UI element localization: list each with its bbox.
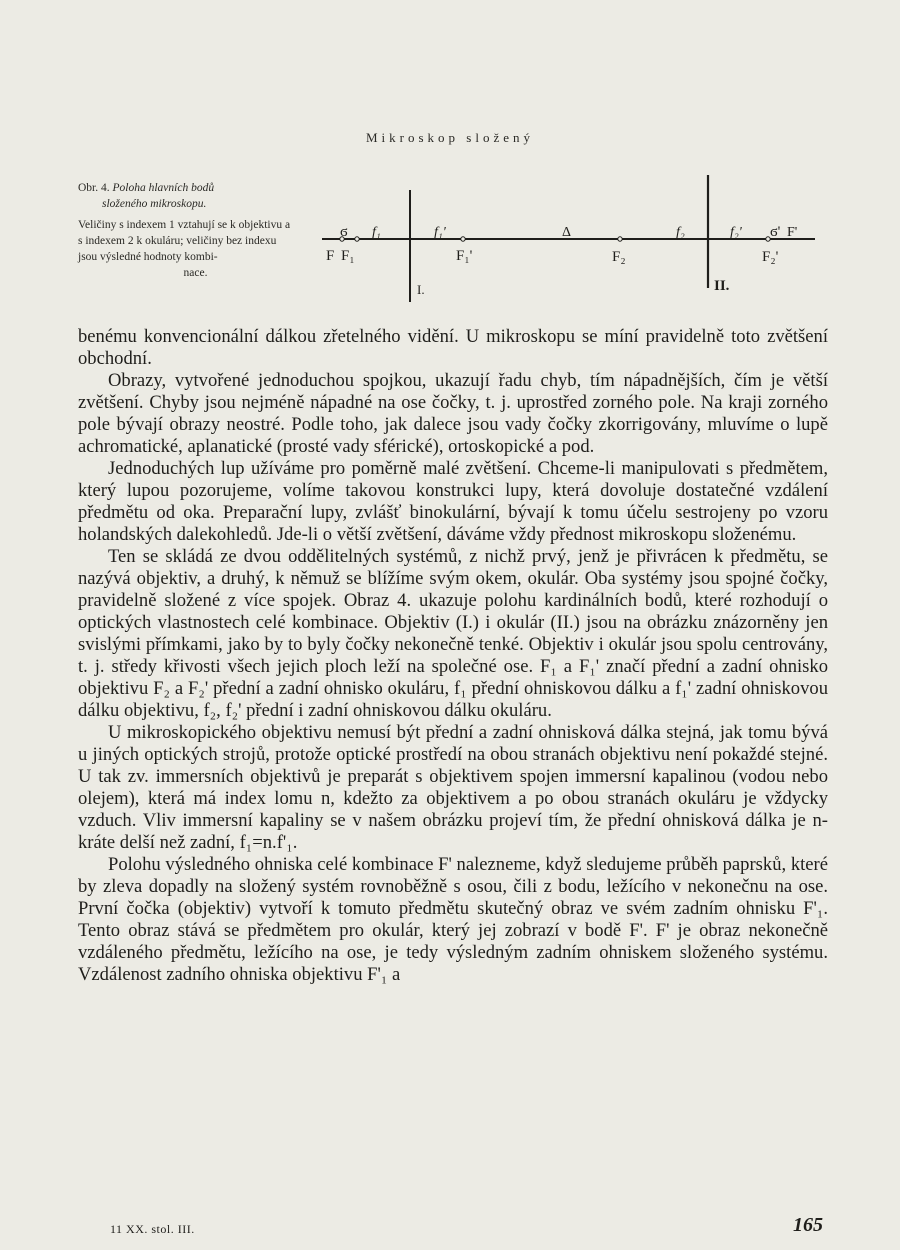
optical-diagram bbox=[310, 170, 830, 320]
label-F: F bbox=[326, 248, 335, 264]
paragraph-3: Ten se skládá ze dvou oddělitelných systémů, z nichž prvý, jenž je přivrácen k předmětu, se nazývá objektiv, a druhý, k němuž se blížíme svým okem, okulár. Oba systémy jsou spojné čočky, pravidelně složené z více spojek. Obraz 4. ukazuje polohu kardinálních bodů, které rozhodují o optických vlastnostech celé kombinace. Objektiv (I.) i okulár (II.) jsou na obrázku znázorněny jen svislými přímkami, jako by to byly čočky nekonečně tenké. Objektiv i okulár jsou spolu centrovány, t. j. středy křivosti všech jejich ploch leží na společné ose. F₁ a F₁' značí přední a zadní ohnisko objektivu F₂ a F₂' přední a zadní ohnisko okuláru, f₁ přední ohniskovou dálku a f₁' zadní ohniskovou dálku objektivu, f₂, f₂' přední i zadní ohniskovou dálku okuláru. bbox=[78, 546, 828, 721]
label-lens-I: I. bbox=[417, 282, 425, 297]
label-F1p: F₁' bbox=[456, 248, 473, 264]
figure-number: Obr. 4. bbox=[78, 182, 110, 194]
label-F2p: F₂' bbox=[762, 249, 779, 265]
figure-title-line-2: složeného mikroskopu. bbox=[102, 198, 207, 210]
label-F1: F₁ bbox=[341, 248, 355, 264]
label-f1: f₁ bbox=[372, 225, 381, 240]
paragraph-2: Jednoduchých lup užíváme pro poměrně malé zvětšení. Chceme-li manipulovati s předmětem, který lupou pozorujeme, volíme takovou konstrukci lupy, která dovoluje dostatečné vzdálení předmětu od oka. Preparační lupy, zvlášť binokulární, bývají k tomu účelu sestrojeny po vzoru holandských dalekohledů. Jde-li o větší zvětšení, dáváme vždy přednost mikroskopu složenému. bbox=[78, 458, 828, 545]
body-text bbox=[78, 326, 828, 986]
footer-signature: 11 XX. stol. III. bbox=[110, 1222, 195, 1236]
figure-note bbox=[78, 217, 293, 281]
figure-title bbox=[78, 180, 293, 212]
point-F1 bbox=[355, 237, 359, 241]
label-lens-II: II. bbox=[714, 278, 730, 294]
point-F2 bbox=[618, 237, 622, 241]
paragraph-5: Polohu výsledného ohniska celé kombinace F' nalezneme, když sledujeme průběh paprsků, které by zleva dopadly na složený systém rovnoběžně s osou, čili z bodu, ležícího v nekonečnu na ose. První čočka (objektiv) vytvoří k tomuto předmětu skutečný obraz ve svém zadním ohnisku F'₁. Tento obraz stává se předmětem pro okulár, který jej zobrazí v bodě F'. F' je obraz nekonečně vzdáleného předmětu, ležícího na ose, je tedy výsledným zadním ohniskem složeného systému. Vzdálenost zadního ohniska objektivu F'₁ a bbox=[78, 854, 828, 985]
label-f: ϭ bbox=[340, 224, 348, 240]
point-F1p bbox=[461, 237, 465, 241]
figure-note-end: nace. bbox=[183, 267, 208, 279]
label-delta: Δ bbox=[562, 225, 572, 240]
label-f1p: f₁' bbox=[434, 225, 446, 240]
label-F2: F₂ bbox=[612, 249, 626, 265]
figure-note-text: Veličiny s indexem 1 vztahují se k objektivu a s indexem 2 k okuláru; veličiny bez indexu jsou výsledné hodnoty kombi- bbox=[78, 219, 291, 263]
paragraph-4: U mikroskopického objektivu nemusí být přední a zadní ohnisková dálka stejná, jak tomu bývá u jiných optických strojů, protože optické prostředí na obou stranách objektivu není pokaždé stejné. U tak zv. immersních objektivů je preparát s objektivem spojen immersní kapalinou (vodou nebo olejem), která má index lomu n, kdežto za objektivem a po obou stranách okuláru je vždycky vzduch. Vliv immersní kapaliny se v našem obrázku projeví tím, že přední ohnisková dálka je n-kráte delší než zadní, f₁=n.f'₁. bbox=[78, 722, 828, 853]
figure-title-line-1: Poloha hlavních bodů bbox=[112, 182, 215, 194]
label-f2p: f₂' bbox=[730, 225, 742, 240]
figure-caption bbox=[78, 180, 293, 281]
label-fp: ϭ' bbox=[770, 224, 781, 240]
page-number: 165 bbox=[793, 1214, 823, 1236]
paragraph-1: Obrazy, vytvořené jednoduchou spojkou, ukazují řadu chyb, tím nápadnějších, čím je větší zvětšení. Chyby jsou nejméně nápadné na ose čočky, t. j. uprostřed zorného pole. Na kraji zorného pole bývají obrazy neostré. Podle toho, jak dalece jsou vady čočky zkorrigovány, mluvíme o lupě achromatické, aplanatické (prosté vady sférické), ortoskopické a pod. bbox=[78, 370, 828, 457]
label-Fp-top: F' bbox=[787, 225, 798, 240]
running-head: Mikroskop složený bbox=[365, 130, 535, 145]
paragraph-0: benému konvencionální dálkou zřetelného vidění. U mikroskopu se míní pravidelně toto zvětšení obchodní. bbox=[78, 326, 828, 369]
label-f2: f₂ bbox=[676, 225, 685, 240]
